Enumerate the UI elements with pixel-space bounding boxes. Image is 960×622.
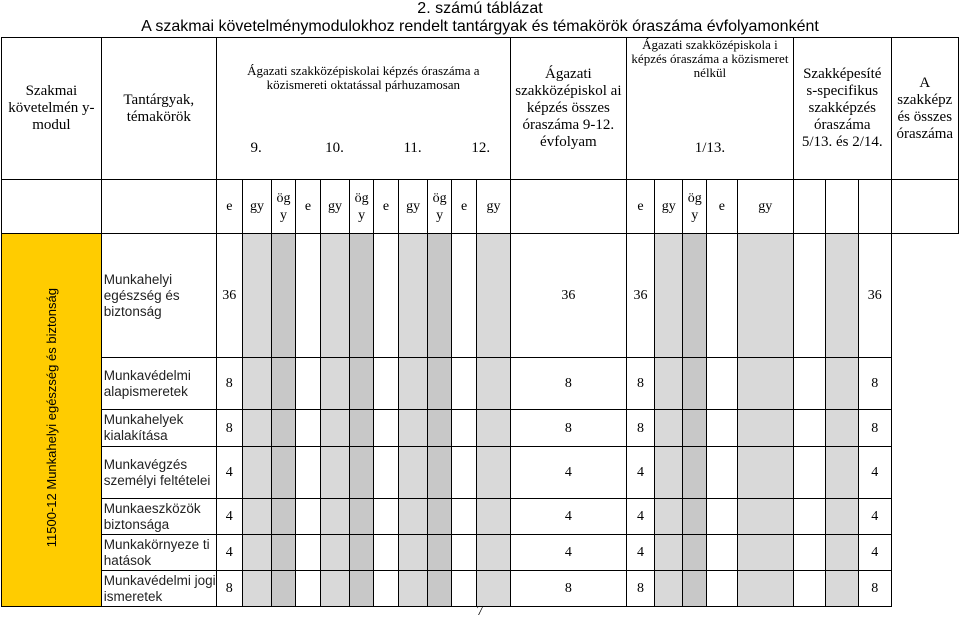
cell (683, 571, 707, 607)
cell (477, 447, 511, 499)
header-agazati-osszes: Ágazati szakközépiskol ai képzés összes óraszáma 9-12. évfolyam (510, 38, 626, 180)
value-last: 36 (859, 234, 892, 358)
cell (295, 499, 320, 535)
cell (707, 571, 737, 607)
cell (428, 410, 452, 447)
cell (683, 410, 707, 447)
value-k13: 8 (626, 571, 654, 607)
table-row (2, 410, 959, 447)
subheader-cell: gy (477, 180, 511, 234)
cell (242, 499, 271, 535)
subheader-cell: ög y (428, 180, 452, 234)
cell (707, 410, 737, 447)
cell (350, 447, 374, 499)
cell (683, 499, 707, 535)
cell (272, 499, 296, 535)
topic-cell: Munkahelyi egészség és biztonság (101, 234, 216, 358)
cell (242, 571, 271, 607)
subheader-cell: ög y (350, 180, 374, 234)
topic-cell: Munkahelyek kialakítása (101, 410, 216, 447)
value-e9: 8 (216, 410, 242, 447)
cell (398, 447, 427, 499)
header-modul: Szakmai követelmén y-modul (2, 38, 102, 180)
cell (320, 499, 349, 535)
cell (477, 234, 511, 358)
cell (737, 358, 793, 410)
cell (428, 499, 452, 535)
cell (398, 535, 427, 571)
cell (452, 358, 477, 410)
header-kozismeret-year: 1/13. (626, 118, 793, 180)
cell (398, 358, 427, 410)
cell (398, 571, 427, 607)
cell (737, 535, 793, 571)
cell (295, 234, 320, 358)
cell (428, 571, 452, 607)
cell (477, 358, 511, 410)
cell (272, 410, 296, 447)
cell (683, 535, 707, 571)
cell (428, 535, 452, 571)
cell (477, 499, 511, 535)
cell (707, 499, 737, 535)
cell (242, 535, 271, 571)
cell (350, 358, 374, 410)
subheader-empty (891, 180, 958, 234)
subheader-empty (793, 180, 826, 234)
topic-cell: Munkakörnyeze ti hatások (101, 535, 216, 571)
cell (242, 410, 271, 447)
value-e9: 4 (216, 535, 242, 571)
subheader-empty (2, 180, 102, 234)
value-e9: 8 (216, 358, 242, 410)
subheader-cell: e (295, 180, 320, 234)
value-last: 8 (859, 410, 892, 447)
cell (707, 358, 737, 410)
cell (272, 447, 296, 499)
table-row (2, 358, 959, 410)
cell (683, 447, 707, 499)
value-k13: 4 (626, 535, 654, 571)
header-year-11: 11. (374, 118, 452, 180)
value-last: 4 (859, 535, 892, 571)
cell (374, 234, 399, 358)
header-year-10: 10. (295, 118, 373, 180)
cell (683, 358, 707, 410)
cell (374, 410, 399, 447)
cell (320, 447, 349, 499)
cell (374, 447, 399, 499)
topic-cell: Munkaeszközök biztonsága (101, 499, 216, 535)
cell (428, 447, 452, 499)
cell (242, 447, 271, 499)
cell (655, 234, 683, 358)
cell (452, 410, 477, 447)
cell (350, 234, 374, 358)
cell (707, 447, 737, 499)
cell (737, 410, 793, 447)
topic-cell: Munkavédelmi alapismeretek (101, 358, 216, 410)
value-last: 4 (859, 447, 892, 499)
cell (737, 499, 793, 535)
cell (374, 499, 399, 535)
cell (477, 571, 511, 607)
module-name: 11500-12 Munkahelyi egészség és biztonság (43, 287, 59, 548)
cell (793, 447, 826, 499)
subheader-cell: e (626, 180, 654, 234)
cell (707, 535, 737, 571)
topic-cell: Munkavédelmi jogi ismeretek (101, 571, 216, 607)
cell (655, 571, 683, 607)
value-k13: 8 (626, 358, 654, 410)
cell (655, 499, 683, 535)
cell (737, 447, 793, 499)
cell (826, 535, 859, 571)
subheader-cell: e (374, 180, 399, 234)
cell (793, 234, 826, 358)
cell (655, 535, 683, 571)
value-osszes: 8 (510, 410, 626, 447)
cell (793, 499, 826, 535)
cell (655, 447, 683, 499)
value-k13: 36 (626, 234, 654, 358)
cell (826, 234, 859, 358)
table-row (2, 535, 959, 571)
cell (295, 535, 320, 571)
header-tantargy: Tantárgyak, témakörök (101, 38, 216, 180)
cell (350, 535, 374, 571)
value-osszes: 4 (510, 499, 626, 535)
cell (295, 571, 320, 607)
cell (793, 535, 826, 571)
cell (374, 358, 399, 410)
value-e9: 36 (216, 234, 242, 358)
value-osszes: 4 (510, 447, 626, 499)
subheader-cell: ög y (272, 180, 296, 234)
subheader-cell: ög y (683, 180, 707, 234)
value-osszes: 36 (510, 234, 626, 358)
cell (428, 234, 452, 358)
cell (683, 234, 707, 358)
subheader-cell: gy (320, 180, 349, 234)
value-k13: 8 (626, 410, 654, 447)
subheader-empty (101, 180, 216, 234)
value-osszes: 4 (510, 535, 626, 571)
cell (295, 447, 320, 499)
cell (826, 571, 859, 607)
table-caption-number: 2. számú táblázat (417, 0, 543, 17)
cell (350, 410, 374, 447)
cell (398, 499, 427, 535)
module-name-cell (2, 234, 102, 607)
cell (295, 410, 320, 447)
value-osszes: 8 (510, 358, 626, 410)
cell (272, 571, 296, 607)
value-k13: 4 (626, 447, 654, 499)
cell (452, 499, 477, 535)
subheader-cell: gy (655, 180, 683, 234)
topic-cell: Munkavégzés személyi feltételei (101, 447, 216, 499)
cell (793, 571, 826, 607)
cell (826, 358, 859, 410)
subheader-cell: gy (398, 180, 427, 234)
header-a-szakkepzes: A szakképz és összes óraszáma (891, 38, 958, 180)
cell (350, 499, 374, 535)
cell (707, 234, 737, 358)
value-last: 8 (859, 571, 892, 607)
table-row (2, 234, 959, 358)
table-row (2, 571, 959, 607)
cell (452, 571, 477, 607)
subheader-cell: e (707, 180, 737, 234)
subheader-empty (826, 180, 859, 234)
cell (374, 535, 399, 571)
cell (737, 234, 793, 358)
value-k13: 4 (626, 499, 654, 535)
value-e9: 8 (216, 571, 242, 607)
cell (272, 358, 296, 410)
cell (452, 447, 477, 499)
cell (320, 234, 349, 358)
header-year-12: 12. (452, 118, 511, 180)
cell (320, 535, 349, 571)
subheader-empty (859, 180, 892, 234)
header-kozismeret-nelkul: Ágazati szakközépiskola i képzés óraszáma a közismeret nélkül (626, 38, 793, 118)
table-caption-title: A szakmai követelménymodulokhoz rendelt tantárgyak és témakörök óraszáma évfolyamonként (141, 18, 819, 35)
subheader-cell: gy (737, 180, 793, 234)
cell (398, 410, 427, 447)
cell (826, 447, 859, 499)
table-row (2, 447, 959, 499)
cell (320, 358, 349, 410)
subheader-cell: e (452, 180, 477, 234)
value-osszes: 8 (510, 571, 626, 607)
subheader-cell: e (216, 180, 242, 234)
cell (242, 358, 271, 410)
cell (452, 535, 477, 571)
header-szakkepesites: Szakképesíté s-specifikus szakképzés óraszáma 5/13. és 2/14. (793, 38, 891, 180)
cell (320, 571, 349, 607)
cell (655, 410, 683, 447)
curriculum-table (1, 37, 959, 607)
cell (242, 234, 271, 358)
cell (272, 535, 296, 571)
value-last: 8 (859, 358, 892, 410)
cell (826, 499, 859, 535)
cell (350, 571, 374, 607)
cell (320, 410, 349, 447)
cell (655, 358, 683, 410)
value-e9: 4 (216, 499, 242, 535)
cell (793, 410, 826, 447)
cell (295, 358, 320, 410)
cell (452, 234, 477, 358)
page-number: 7 (476, 604, 484, 619)
cell (272, 234, 296, 358)
table-row (2, 499, 959, 535)
cell (428, 358, 452, 410)
subheader-empty (510, 180, 626, 234)
subheader-cell: gy (242, 180, 271, 234)
header-parhuzamos: Ágazati szakközépiskolai képzés óraszáma a közismereti oktatással párhuzamosan (216, 38, 510, 118)
cell (793, 358, 826, 410)
cell (737, 571, 793, 607)
cell (477, 535, 511, 571)
cell (374, 571, 399, 607)
value-last: 4 (859, 499, 892, 535)
cell (826, 410, 859, 447)
value-e9: 4 (216, 447, 242, 499)
header-year-9: 9. (216, 118, 295, 180)
cell (477, 410, 511, 447)
cell (398, 234, 427, 358)
